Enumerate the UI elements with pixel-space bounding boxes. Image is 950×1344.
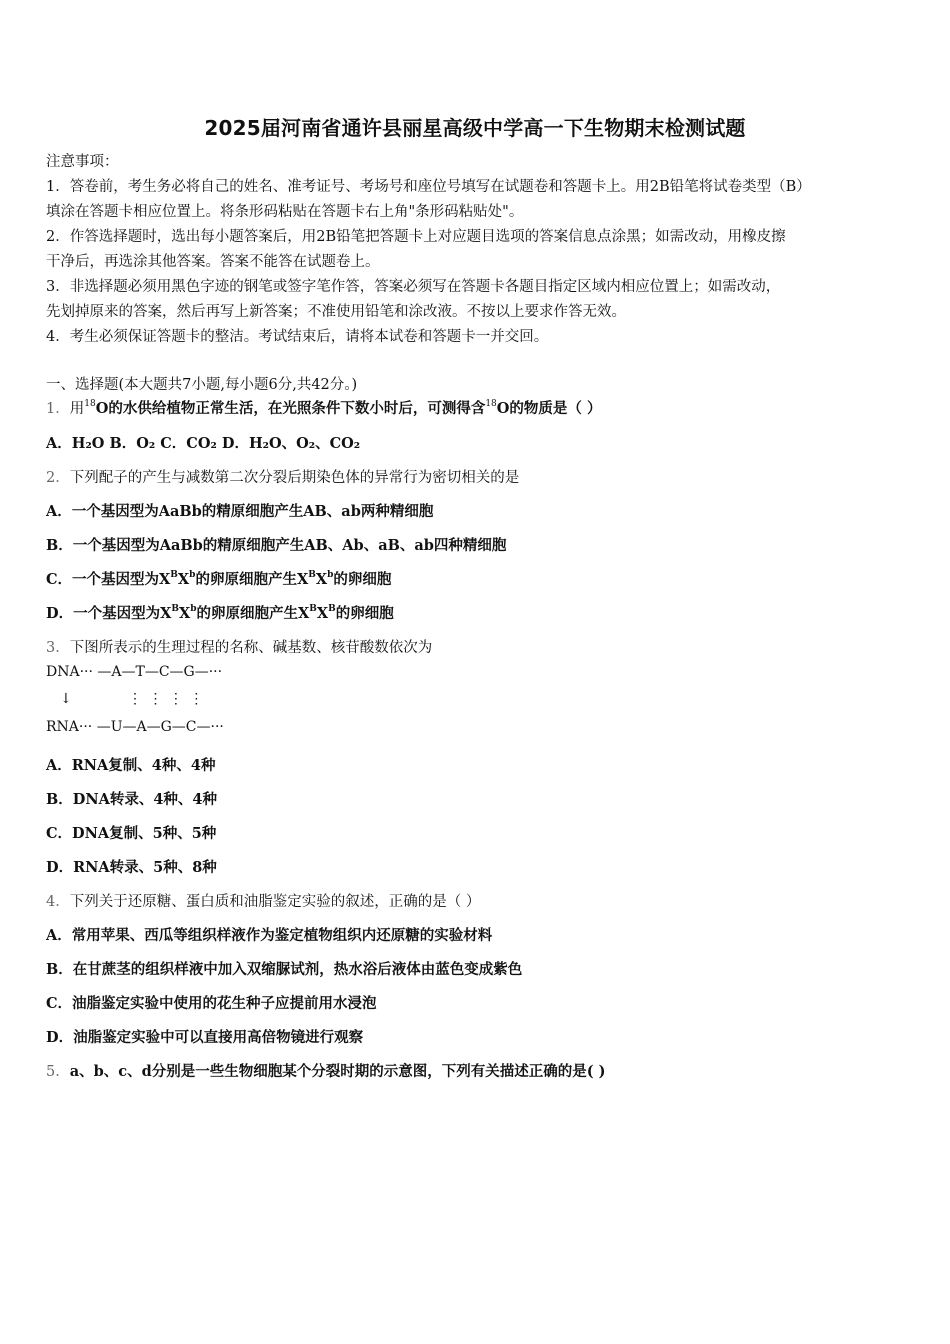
option-a: A．常用苹果、西瓜等组织样液作为鉴定植物组织内还原糖的实验材料	[46, 927, 493, 944]
base-pair-dots: ⋮ ⋮ ⋮ ⋮	[128, 691, 205, 707]
notice-heading: 注意事项：	[46, 154, 119, 170]
rna-strand: RNA··· —U—A—G—C—···	[46, 719, 224, 735]
option-d: D．RNA转录、5种、8种	[46, 859, 217, 876]
question-number: 2．	[46, 470, 70, 486]
section-heading: 一、选择题(本大题共7小题,每小题6分,共42分。)	[46, 377, 358, 393]
question-number: 1．	[46, 401, 70, 417]
question-2: 2．下列配子的产生与减数第二次分裂后期染色体的异常行为密切相关的是	[46, 470, 520, 486]
option-c: C．一个基因型为$X^BX^b$的卵原细胞产生$X^BX^b$的卵细胞	[46, 570, 392, 588]
page-title: 2025届河南省通许县丽星高级中学高一下生物期末检测试题	[204, 116, 746, 140]
question-1: 1．用$^{18}$O的水供给植物正常生活，在光照条件下数小时后，可测得含$^{18}$O的物质是（ ）	[46, 399, 602, 417]
question-3: 3．下图所表示的生理过程的名称、碱基数、核苷酸数依次为	[46, 640, 433, 656]
dna-strand: DNA··· —A—T—C—G—···	[46, 664, 223, 680]
notice-line: 4．考生必须保证答题卡的整洁。考试结束后，请将本试卷和答题卡一并交回。	[46, 329, 549, 345]
question-5: 5．a、b、c、d分别是一些生物细胞某个分裂时期的示意图，下列有关描述正确的是( )	[46, 1063, 606, 1080]
notice-line: 填涂在答题卡相应位置上。将条形码粘贴在答题卡右上角"条形码粘贴处"。	[46, 204, 524, 220]
question-4: 4．下列关于还原糖、蛋白质和油脂鉴定实验的叙述，正确的是（ ）	[46, 894, 481, 910]
option-b: B．一个基因型为AaBb的精原细胞产生AB、Ab、aB、ab四种精细胞	[46, 537, 507, 554]
arrow-down-icon: ↓	[60, 691, 72, 707]
question-number: 4．	[46, 894, 70, 910]
option-b: B．DNA转录、4种、4种	[46, 791, 218, 808]
notice-block	[46, 150, 906, 350]
option-c: C．油脂鉴定实验中使用的花生种子应提前用水浸泡	[46, 995, 377, 1012]
notice-line: 2．作答选择题时，选出每小题答案后，用2B铅笔把答题卡上对应题目选项的答案信息点涂黑；如需改动，用橡皮擦	[46, 229, 786, 245]
option-c: C．DNA复制、5种、5种	[46, 825, 217, 842]
option-d: D．一个基因型为$X^BX^b$的卵原细胞产生$X^BX^B$的卵细胞	[46, 604, 394, 622]
option-d: D．油脂鉴定实验中可以直接用高倍物镜进行观察	[46, 1029, 364, 1046]
notice-line: 先划掉原来的答案，然后再写上新答案；不准使用铅笔和涂改液。不按以上要求作答无效。	[46, 304, 626, 320]
option-b: B．在甘蔗茎的组织样液中加入双缩脲试剂，热水浴后液体由蓝色变成紫色	[46, 961, 523, 978]
notice-line: 干净后，再选涂其他答案。答案不能答在试题卷上。	[46, 254, 380, 270]
question-number: 5．	[46, 1064, 70, 1080]
option-a: A．RNA复制、4种、4种	[46, 757, 216, 774]
notice-line: 1．答卷前，考生务必将自己的姓名、准考证号、考场号和座位号填写在试题卷和答题卡上。用2B铅笔将试卷类型（B）	[46, 179, 811, 195]
question-1-options: A．H₂O B．O₂ C．CO₂ D．H₂O、O₂、CO₂	[46, 435, 361, 452]
option-a: A．一个基因型为AaBb的精原细胞产生AB、ab两种精细胞	[46, 503, 434, 520]
question-number: 3．	[46, 640, 70, 656]
transcription-diagram	[46, 664, 276, 744]
notice-line: 3．非选择题必须用黑色字迹的钢笔或签字笔作答，答案必须写在答题卡各题目指定区域内相应位置上；如需改动，	[46, 279, 781, 295]
